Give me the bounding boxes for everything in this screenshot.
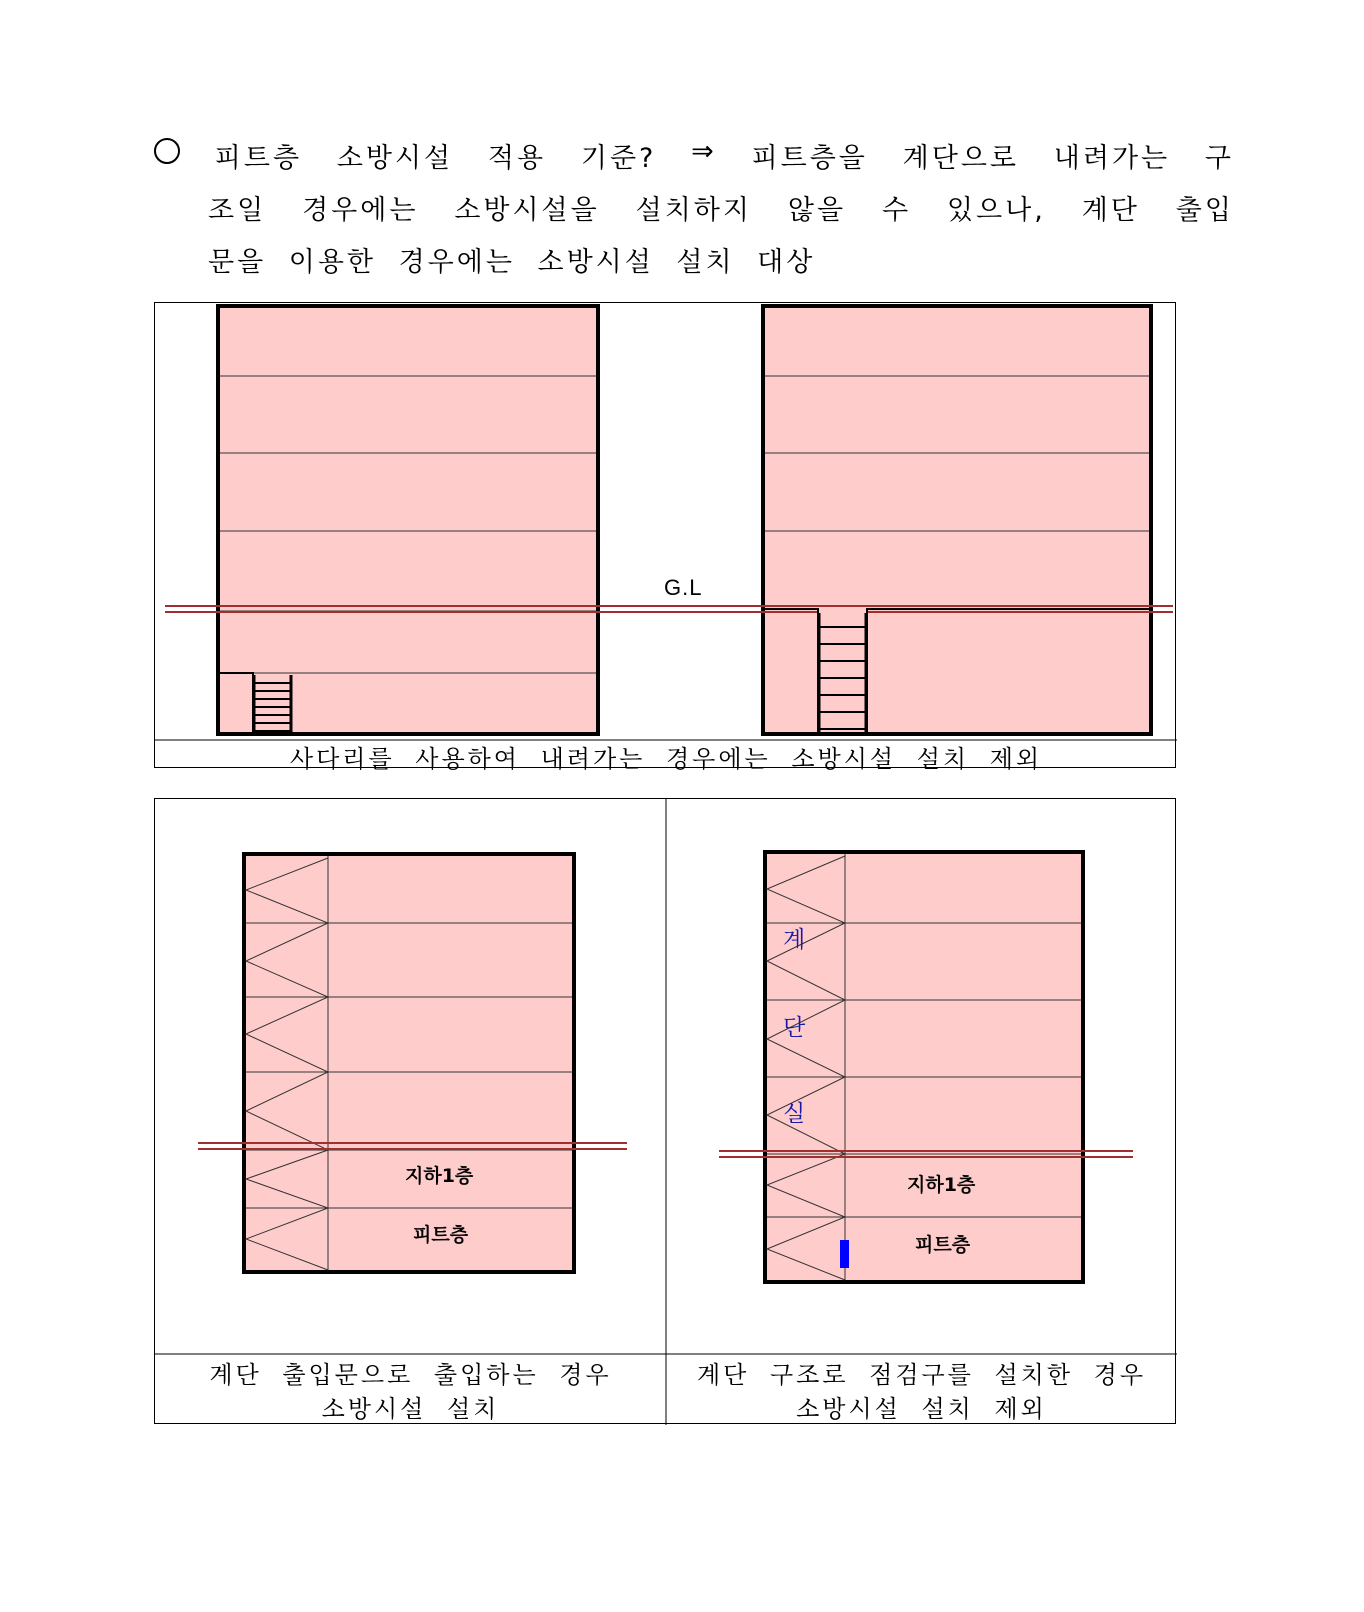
heading-word: 적용 — [487, 143, 547, 174]
left-stair-building — [244, 854, 574, 1272]
heading-word: 계단 — [1081, 195, 1140, 226]
heading-word: 소방시설 — [336, 143, 454, 174]
figure-stair-diagram — [155, 799, 1177, 1425]
inspection-hatch — [840, 1240, 849, 1268]
left-caption-line-2: 소방시설 설치 — [321, 1395, 500, 1423]
heading-word: 있으나, — [946, 195, 1046, 226]
right-floor-b1-label: 지하1층 — [907, 1174, 976, 1196]
heading-word: 않을 — [787, 195, 847, 226]
heading-word: 출입 — [1175, 195, 1234, 226]
figure-ladder-diagram — [155, 303, 1177, 769]
heading-word: 피트층을 — [751, 143, 868, 174]
left-floor-b1-label: 지하1층 — [405, 1165, 474, 1187]
left-caption-line-1: 계단 출입문으로 출입하는 경우 — [209, 1361, 612, 1389]
right-stair-building — [765, 852, 1083, 1282]
heading-word: 구 — [1204, 143, 1234, 174]
heading-word: 내려가는 — [1053, 143, 1171, 174]
bullet-circle-icon — [154, 136, 180, 175]
right-caption-line-2: 소방시설 설치 제외 — [796, 1395, 1047, 1423]
ground-line-label: G.L — [664, 575, 703, 600]
heading-word: 소방시설을 — [454, 195, 600, 226]
left-building — [218, 306, 598, 734]
heading-word: 계단으로 — [902, 143, 1019, 174]
right-caption-line-1: 계단 구조로 점검구를 설치한 경우 — [696, 1361, 1147, 1389]
figure-ladder-box — [154, 302, 1176, 773]
heading-word: 조일 — [208, 195, 267, 226]
figure-stair-box — [154, 798, 1176, 1424]
heading-line-1 — [154, 136, 1234, 175]
right-building — [763, 306, 1151, 734]
stair-label-1: 계 — [783, 927, 806, 953]
heading-word: ⇒ — [691, 136, 717, 167]
heading-word: 설치하지 — [635, 195, 752, 226]
heading-word: 경우에는 — [302, 195, 419, 226]
heading-line-3: 문을 이용한 경우에는 소방시설 설치 대상 — [208, 247, 816, 278]
stair-label-3: 실 — [783, 1101, 806, 1127]
stair-label-2: 단 — [783, 1015, 806, 1041]
heading-line-2 — [208, 188, 1234, 227]
left-floor-pit-label: 피트층 — [413, 1224, 469, 1246]
heading-word: 수 — [881, 195, 912, 226]
figure-ladder-caption: 사다리를 사용하여 내려가는 경우에는 소방시설 설치 제외 — [289, 745, 1043, 773]
right-floor-pit-label: 피트층 — [915, 1234, 971, 1256]
heading-word: 기준? — [580, 143, 657, 174]
heading-word: 피트층 — [214, 143, 303, 174]
